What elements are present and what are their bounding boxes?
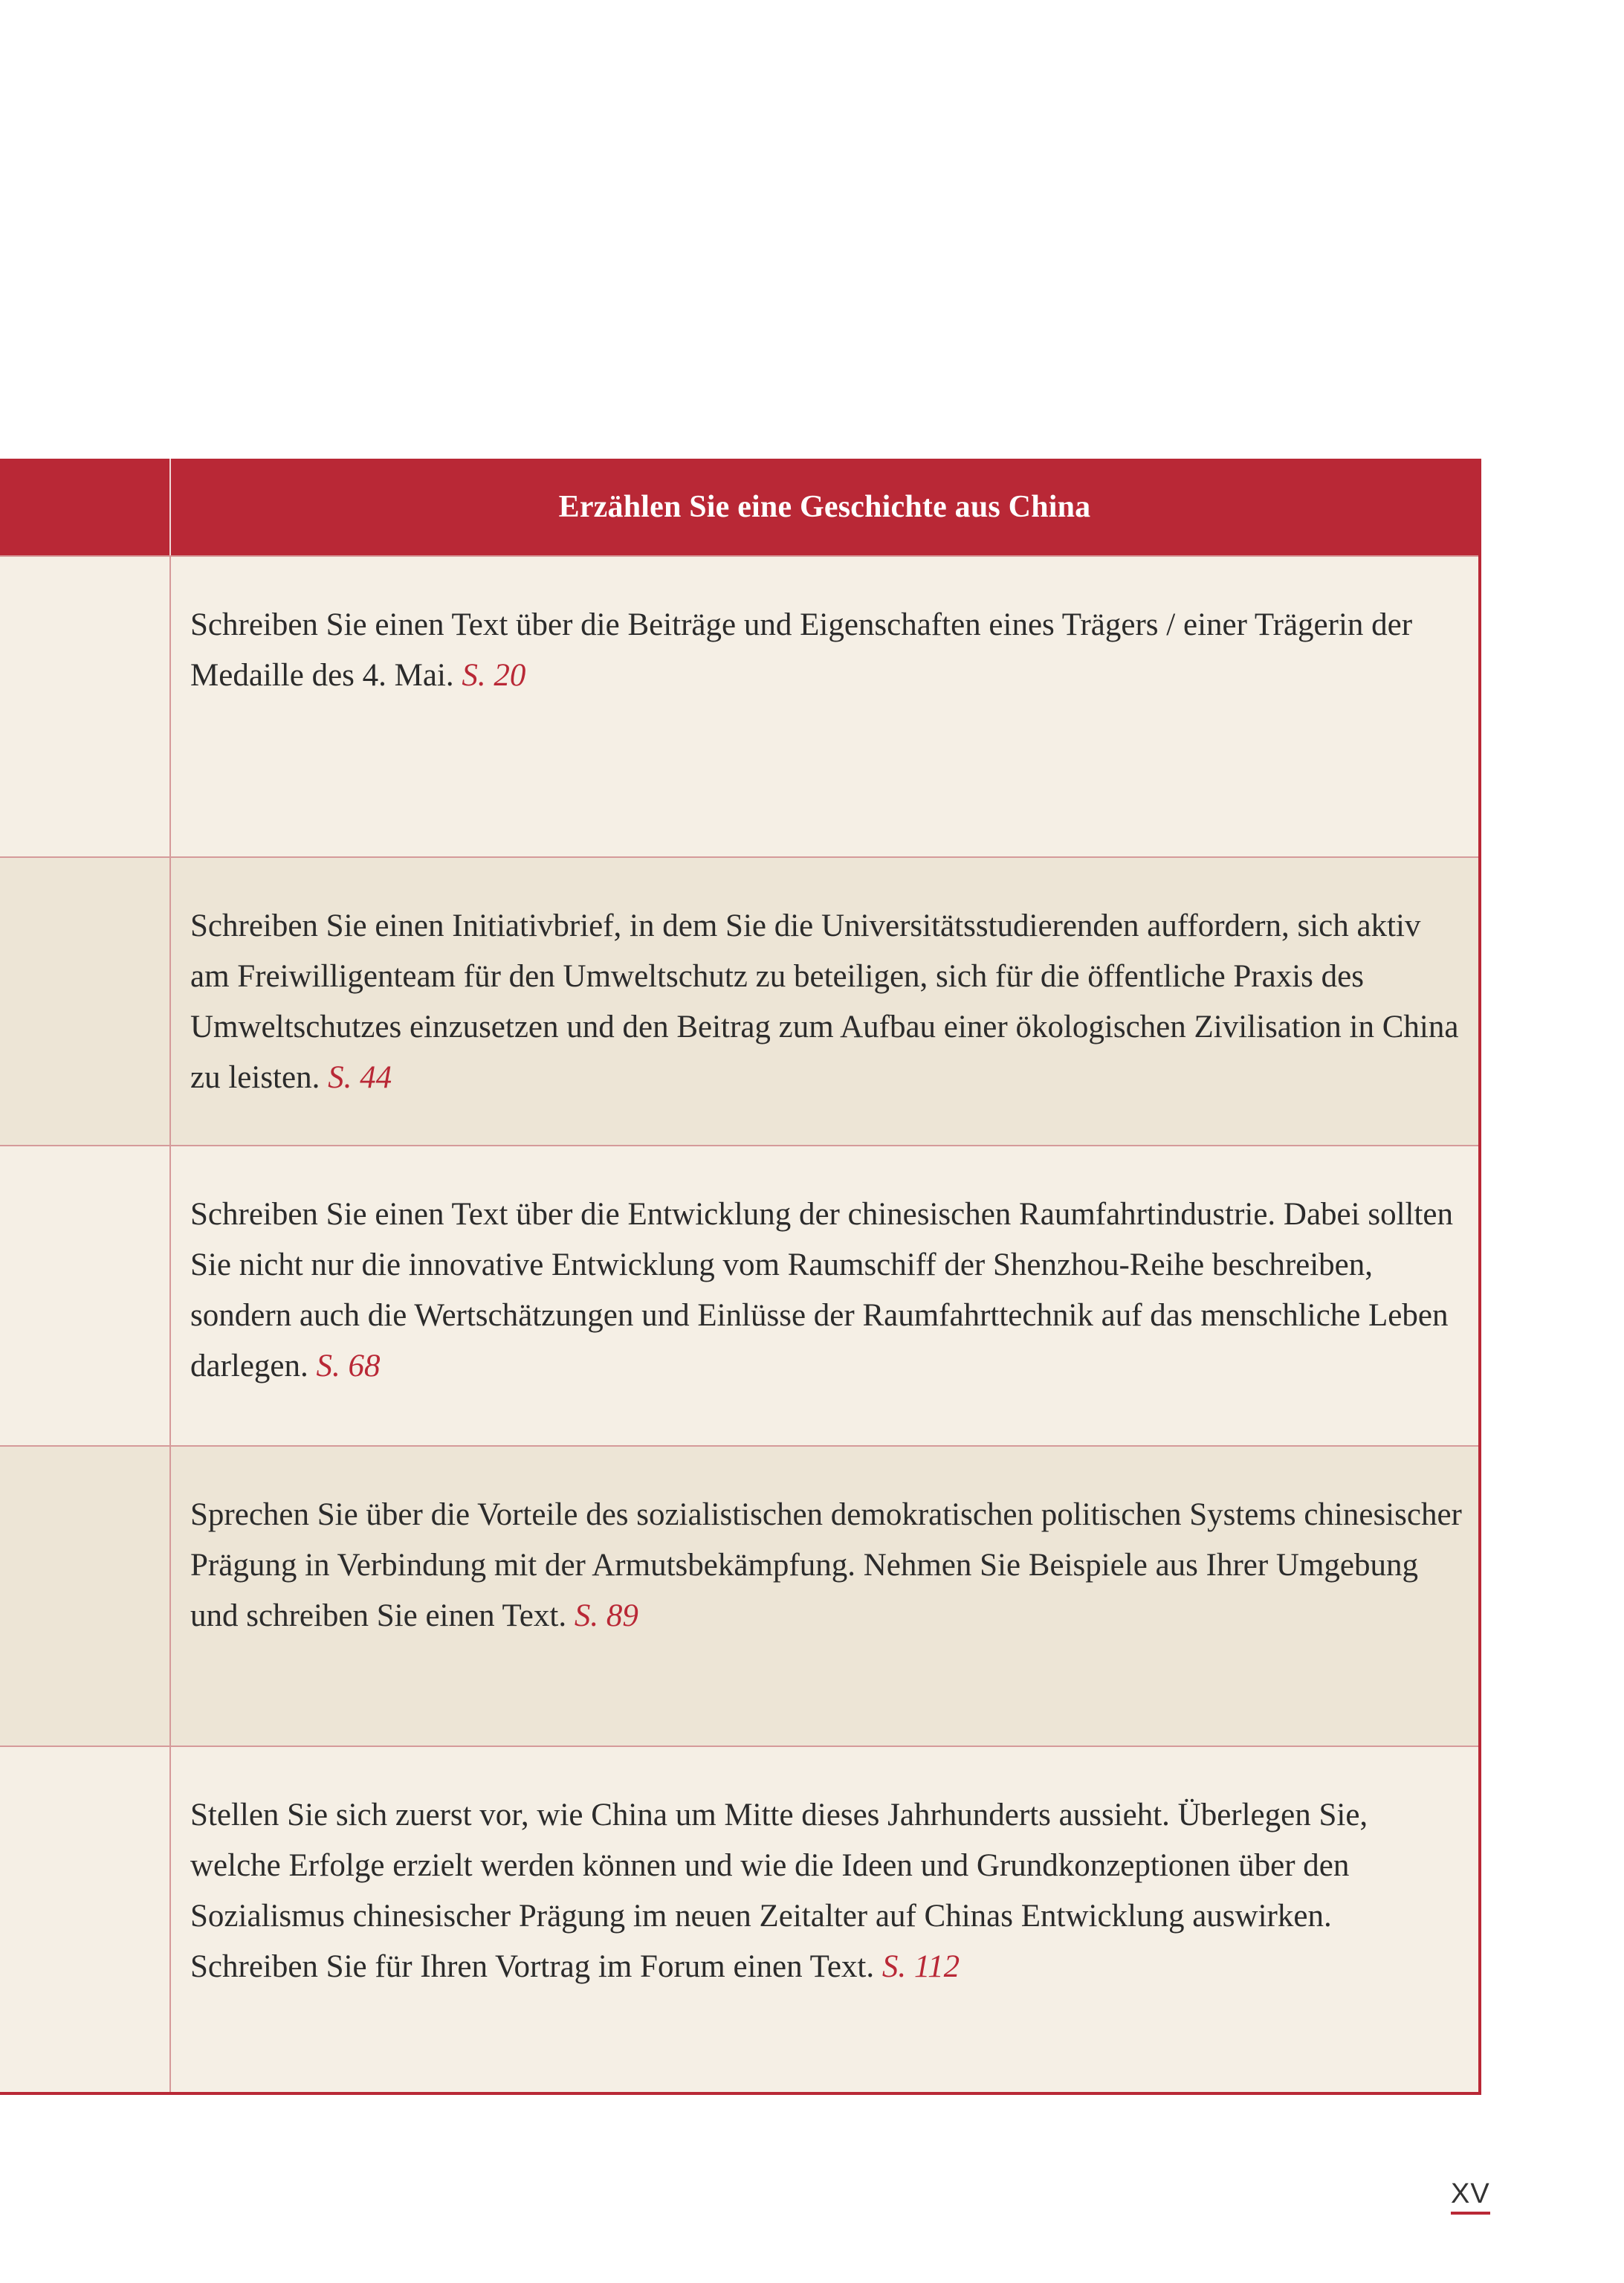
row-left-cell [0, 557, 171, 856]
page-reference-link[interactable]: S. 20 [462, 658, 526, 693]
task-text: Stellen Sie sich zuerst vor, wie China um Mitte dieses Jahrhunderts aussieht. Überlegen Sie, welche Erfolge erzielt werden können und wie die Ideen und Grundkonzeptionen über den Sozialismus chinesischer Prägung im neuen Zeitalter auf Chinas Entwicklung auswirken. Schreiben Sie für Ihren Vortrag im Forum einen Text. [190, 1798, 1368, 1984]
table-header-title: Erzählen Sie eine Geschichte aus China [558, 490, 1091, 524]
task-text: Sprechen Sie über die Vorteile des sozialistischen demokratischen politischen Systems chinesischer Prägung in Verbindung mit der Armutsbekämpfung. Nehmen Sie Beispiele aus Ihrer Umgebung und schreiben Sie einen Text. [190, 1497, 1462, 1633]
table-row [0, 1145, 1478, 1445]
row-left-cell [0, 1146, 171, 1445]
row-left-cell [0, 858, 171, 1145]
row-left-cell [0, 1747, 171, 2092]
table-row [0, 1445, 1478, 1746]
task-text: Schreiben Sie einen Text über die Beiträge und Eigenschaften eines Trägers / einer Trägerin der Medaille des 4. Mai. [190, 607, 1413, 693]
row-left-cell [0, 1447, 171, 1746]
task-text-cell [171, 557, 1478, 856]
table-row [0, 856, 1478, 1145]
page-reference-link[interactable]: S. 89 [574, 1598, 638, 1633]
page-reference-link[interactable]: S. 68 [316, 1349, 381, 1383]
task-text-cell [171, 1146, 1478, 1445]
table-row [0, 1746, 1478, 2092]
table-header [0, 459, 1478, 555]
task-text: Schreiben Sie einen Text über die Entwicklung der chinesischen Raumfahrtindustrie. Dabei sollten Sie nicht nur die innovative Entwicklung vom Raumschiff der Shenzhou-Reihe beschreiben, sondern auch die Wertschätzungen und Einlüsse der Raumfahrttechnik auf das menschliche Leben darlegen. [190, 1197, 1454, 1383]
page-reference-link[interactable]: S. 112 [881, 1949, 960, 1984]
header-left-cell [0, 459, 171, 555]
page-reference-link[interactable]: S. 44 [328, 1060, 392, 1095]
task-text-cell [171, 1747, 1478, 2092]
page-number: XV [1451, 2178, 1490, 2215]
task-text-cell [171, 858, 1478, 1145]
task-text: Schreiben Sie einen Initiativbrief, in dem Sie die Universitätsstudierenden auffordern, sich aktiv am Freiwilligenteam für den Umweltschutz zu beteiligen, sich für die öffentliche Praxis des Umweltschutzes einzusetzen und den Beitrag zum Aufbau einer ökologischen Zivilisation in China zu leisten. [190, 908, 1459, 1095]
story-task-table [0, 459, 1481, 2095]
task-text-cell [171, 1447, 1478, 1746]
table-row [0, 555, 1478, 856]
